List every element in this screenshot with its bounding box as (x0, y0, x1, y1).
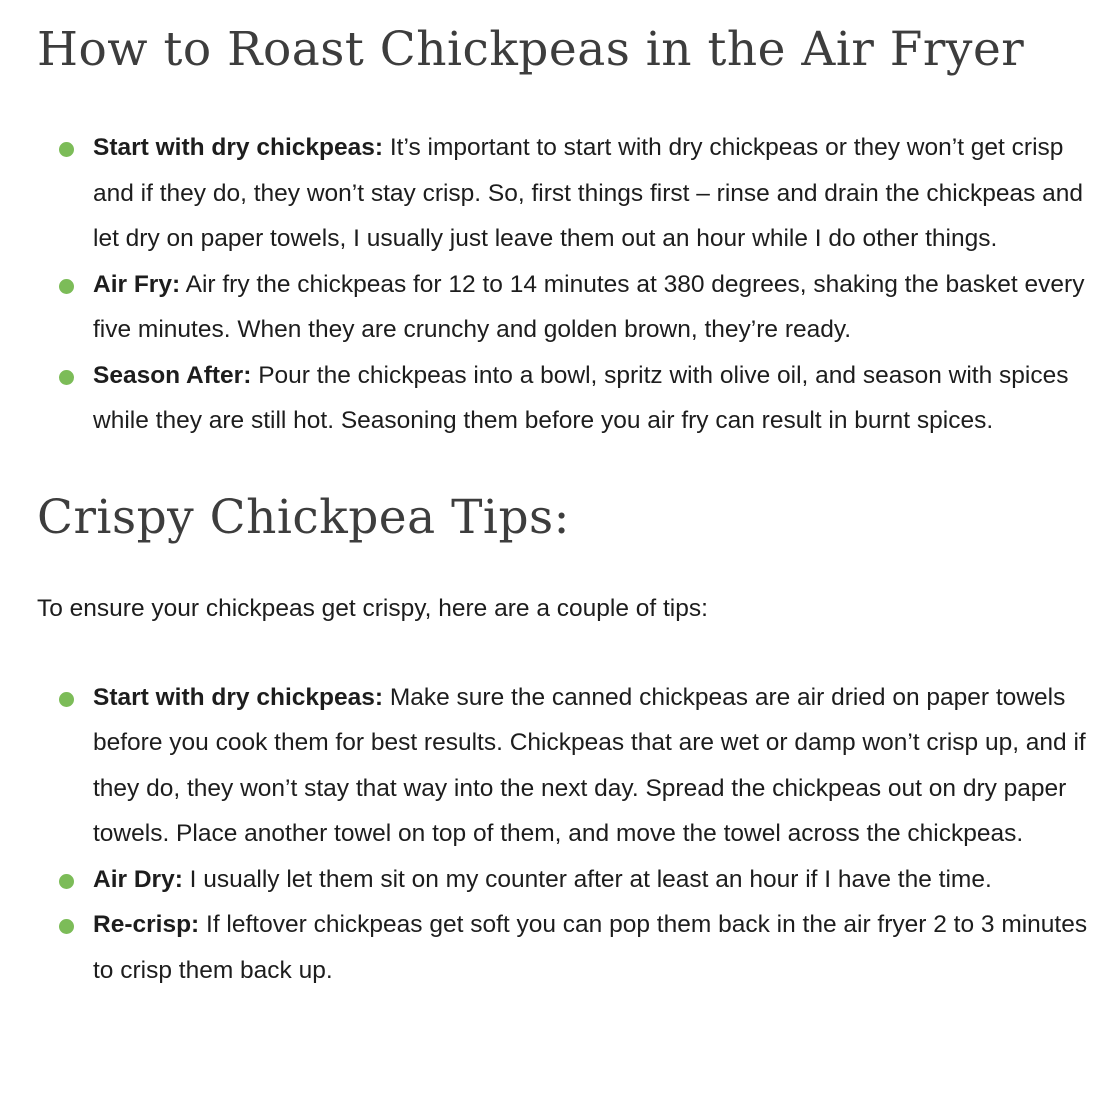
list-item-label: Start with dry chickpeas: (93, 683, 384, 711)
bullet-dot-icon (59, 142, 74, 157)
list-item (93, 857, 1090, 903)
list-item-text: Air fry the chickpeas for 12 to 14 minutes at 380 degrees, shaking the basket every five minutes. When they are crunchy and golden brown, they’re ready. (93, 270, 1085, 343)
list-item-text: It’s important to start with dry chickpeas or they won’t get crisp and if they do, they won’t stay crisp. So, first things first – rinse and drain the chickpeas and let dry on paper towels, I usually just leave them out an hour while I do other things. (93, 134, 1084, 252)
bullet-dot-icon (59, 279, 74, 294)
list-item (93, 262, 1090, 353)
list-item-label: Start with dry chickpeas: (93, 134, 384, 161)
list-item (93, 902, 1090, 993)
list-item (93, 353, 1090, 444)
tips-list (37, 675, 1090, 994)
list-item-text: Pour the chickpeas into a bowl, spritz with olive oil, and season with spices while they are still hot. Seasoning them before you air fry can result in burnt spices. (93, 361, 1069, 434)
bullet-dot-icon (59, 692, 74, 707)
tips-intro: To ensure your chickpeas get crispy, here are a couple of tips: (37, 594, 708, 622)
list-item-label: Air Fry: (93, 270, 181, 298)
list-item-label: Air Dry: (93, 865, 183, 893)
tips-heading: Crispy Chickpea Tips: (37, 489, 571, 545)
list-item (93, 675, 1090, 857)
list-item-text: If leftover chickpeas get soft you can pop them back in the air fryer 2 to 3 minutes to crisp them back up. (93, 911, 1088, 984)
bullet-dot-icon (59, 919, 74, 934)
list-item-text: Make sure the canned chickpeas are air dried on paper towels before you cook them for best results. Chickpeas that are wet or damp won’t crisp up, and if they do, they won’t stay that way into the next day. Spread the chickpeas out on dry paper towels. Place another towel on top of them, and move the towel across the chickpeas. (93, 683, 1086, 847)
list-item-label: Re-crisp: (93, 911, 200, 938)
list-item (93, 125, 1090, 262)
page-title: How to Roast Chickpeas in the Air Fryer (37, 22, 1025, 77)
steps-list (37, 125, 1090, 444)
bullet-dot-icon (59, 370, 74, 385)
bullet-dot-icon (59, 874, 74, 889)
list-item-label: Season After: (93, 361, 252, 389)
list-item-text: I usually let them sit on my counter after at least an hour if I have the time. (189, 865, 992, 893)
